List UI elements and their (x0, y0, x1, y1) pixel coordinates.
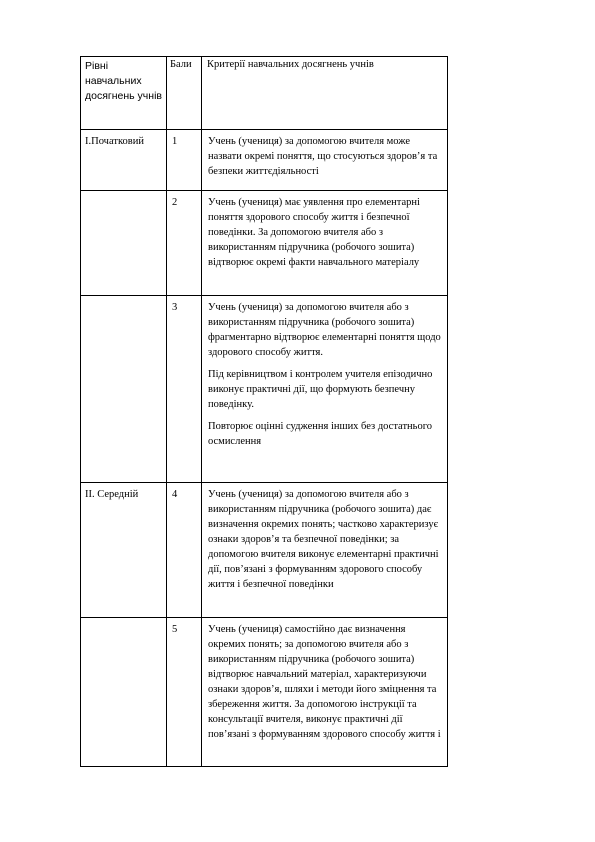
points-cell: 2 (167, 191, 202, 296)
criteria-cell (202, 618, 448, 767)
level-cell (81, 618, 167, 767)
level-cell: I.Початковий (81, 130, 167, 191)
table-header-row (81, 57, 448, 130)
level-cell: II. Середній (81, 483, 167, 618)
level-cell (81, 296, 167, 483)
criteria-clip (208, 622, 441, 762)
points-cell: 1 (167, 130, 202, 191)
table-row (81, 191, 448, 296)
header-points: Бали (167, 57, 202, 130)
assessment-criteria-table (80, 56, 448, 767)
table-row (81, 130, 448, 191)
table-row (81, 618, 448, 767)
criteria-paragraph: Учень (учениця) за допомогою вчителя може назвати окремі поняття, що стосуються здоров’я та безпеки життєдіяльності (208, 136, 438, 177)
criteria-paragraph: Учень (учениця) самостійно дає визначення окремих понять; за допомогою вчителя або з використанням підручника (робочого зошита) відтворює навчальний матеріал, характеризуючи ознаки здоров’я, шляхи і методи його зміцнення та збереження життя. За допомогою інструкції та консультації вчителя, виконує практичні дії пов’язані з формуванням здорового способу життя і (208, 624, 441, 740)
criteria-paragraph: Учень (учениця) за допомогою вчителя або з використанням підручника (робочого зошита) дає визначення окремих понять; частково характеризує ознаки здоров’я та безпечної поведінки; за допомогою вчителя виконує елементарні практичні дії, пов’язані з формуванням здорового способу життя і безпечної поведінки (208, 489, 439, 590)
points-cell: 3 (167, 296, 202, 483)
criteria-paragraph: Учень (учениця) за допомогою вчителя або з використанням підручника (робочого зошита) фрагментарно відтворює елементарні поняття щодо здорового способу життя. (208, 302, 441, 358)
table-row (81, 483, 448, 618)
header-levels: Рівні навчальних досягнень учнів (81, 57, 167, 130)
criteria-cell (202, 191, 448, 296)
criteria-paragraph: Повторює оцінні судження інших без достатнього осмислення (208, 421, 432, 447)
criteria-cell (202, 296, 448, 483)
points-cell: 4 (167, 483, 202, 618)
criteria-paragraph: Учень (учениця) має уявлення про елементарні поняття здорового способу життя і безпечної поведінки. За допомогою вчителя або з використанням підручника (робочого зошита) відтворює окремі факти навчального матеріалу (208, 197, 420, 268)
header-criteria: Критерії навчальних досягнень учнів (202, 57, 448, 130)
criteria-cell (202, 483, 448, 618)
criteria-paragraph: Під керівництвом і контролем учителя епізодично виконує практичні дії, що формують безпечну поведінку. (208, 369, 433, 410)
level-cell (81, 191, 167, 296)
points-cell: 5 (167, 618, 202, 767)
table-row (81, 296, 448, 483)
criteria-cell (202, 130, 448, 191)
